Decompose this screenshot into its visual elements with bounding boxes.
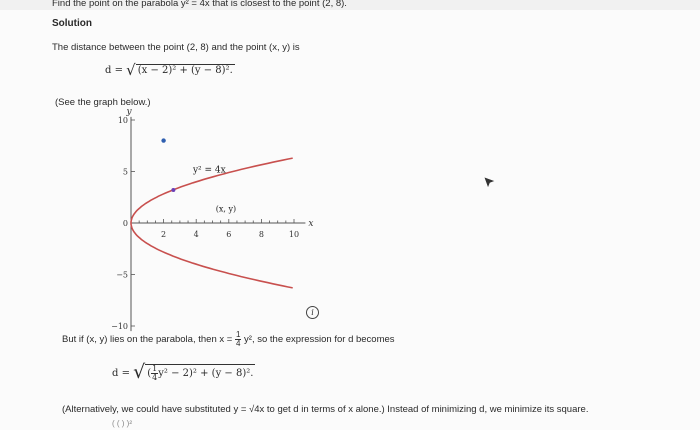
problem-statement: Find the point on the parabola y² = 4x that is closest to the point (2, 8). (52, 0, 347, 9)
moving-point (171, 188, 175, 192)
x-tick-label: 6 (226, 230, 232, 239)
x-tick-label: 4 (193, 230, 199, 239)
eq1-lhs: d = (105, 65, 123, 76)
y-tick-label: −5 (116, 270, 128, 280)
curve-label: y² = 4x (192, 165, 226, 176)
y-tick-label: 5 (122, 167, 128, 177)
followup-post: y², so the expression for d becomes (244, 334, 395, 346)
sqrt-icon: √ (133, 361, 146, 383)
y-axis-label: y (126, 106, 132, 117)
substituted-equation (112, 361, 255, 383)
x-axis-label: x (308, 219, 314, 229)
bottom-fragment: ( ( ) )² (112, 419, 132, 428)
y-tick-label: 10 (117, 116, 128, 125)
y-tick-label: −10 (111, 322, 128, 331)
x-tick-label: 10 (288, 230, 300, 239)
fraction-one-quarter: $\frac{1}{4}$ (235, 330, 241, 348)
eq1-radicand: (x − 2)² + (y − 8)². (137, 65, 233, 76)
graph-curve-layer (131, 138, 293, 287)
followup-pre: But if (x, y) lies on the parabola, then x = (62, 334, 233, 346)
see-graph-text: (See the graph below.) (55, 97, 151, 108)
intro-text: The distance between the point (2, 8) and the point (x, y) is (52, 42, 300, 53)
eq2-radicand: ( $\frac{1}{4}$ y² − 2)² + (y − 8)². (147, 364, 254, 382)
followup-text (62, 331, 395, 348)
graph-labels (111, 107, 313, 331)
sqrt-icon: √ (126, 61, 136, 79)
cursor-arrow-icon (483, 176, 497, 190)
x-tick-label: 8 (258, 230, 264, 239)
info-icon[interactable]: i (306, 306, 319, 319)
y-tick-label: 0 (122, 219, 128, 228)
graph-axes (131, 117, 305, 331)
solution-heading: Solution (52, 18, 92, 29)
x-tick-label: 2 (161, 230, 167, 239)
fraction-one-quarter-2: $\frac{1}{4}$ (152, 364, 158, 382)
eq2-lhs: d = (112, 368, 130, 379)
graph-ticks (131, 120, 294, 326)
alternative-text: (Alternatively, we could have substituted y = √4x to get d in terms of x alone.) Instead of minimizing d, we minimize its square. (62, 404, 589, 415)
point-label: (x, y) (215, 204, 237, 214)
target-point (161, 138, 165, 142)
